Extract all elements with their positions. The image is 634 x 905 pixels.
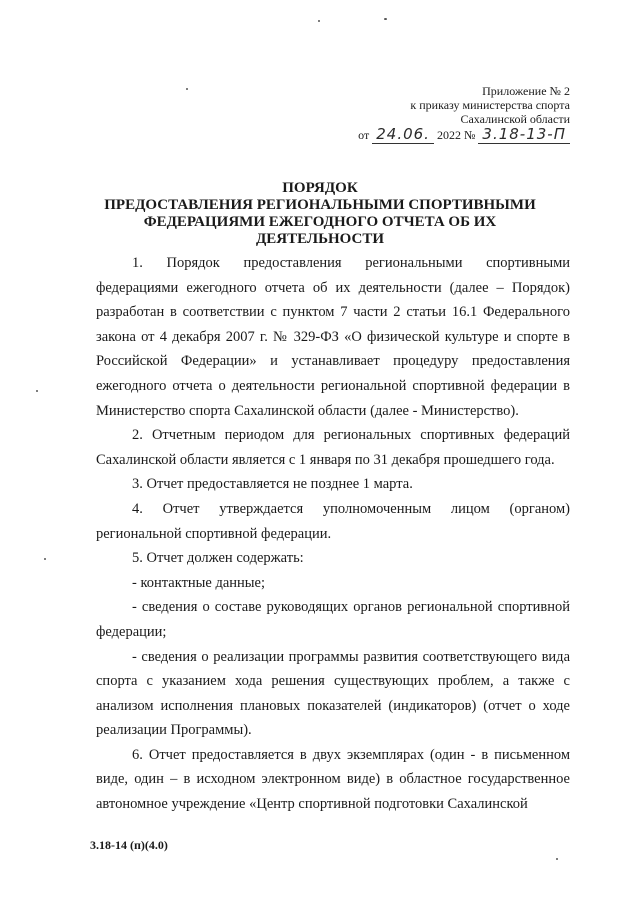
- document-title: [80, 180, 560, 248]
- handwritten-order-number: 3.18-13-П: [478, 125, 570, 144]
- year-suffix: 2022 №: [436, 128, 476, 142]
- paragraph-4: 4. Отчет утверждается уполномоченным лицом (органом) региональной спортивной федерации.: [96, 500, 570, 542]
- paragraph-5: 5. Отчет должен содержать:: [132, 550, 304, 567]
- title-line-3: ФЕДЕРАЦИЯМИ ЕЖЕГОДНОГО ОТЧЕТА ОБ ИХ ДЕЯТЕЛЬНОСТИ: [143, 214, 497, 247]
- appendix-line-2: к приказу министерства спорта: [410, 98, 570, 112]
- scan-speck: [384, 18, 387, 20]
- list-item-contacts: - контактные данные;: [132, 574, 266, 591]
- scan-speck: [556, 858, 558, 860]
- paragraph-3: 3. Отчет предоставляется не позднее 1 марта.: [132, 476, 413, 493]
- scan-speck: [186, 88, 188, 90]
- title-line-1: ПОРЯДОК: [282, 180, 358, 196]
- paragraph-1: 1. Порядок предоставления региональными спортивными федерациями ежегодного отчета об их деятельности (далее – Порядок) разработан в соответствии с пунктом 7 части 2 статьи 16.1 Федерального закона от 4 декабря 2007 г. № 329-ФЗ «О физической культуре и спорте в Российской Федерации» и устанавливает процедуру предоставления ежегодного отчета о деятельности региональной спортивной федерации в Министерство спорта Сахалинской области (далее - Министерство).: [96, 255, 570, 419]
- footer-document-code: 3.18-14 (п)(4.0): [90, 838, 168, 852]
- date-prefix: от: [358, 128, 370, 142]
- appendix-date-line: [358, 127, 570, 142]
- scan-speck: [36, 390, 38, 392]
- scan-speck: [44, 558, 46, 560]
- handwritten-date: 24.06.: [372, 125, 434, 144]
- appendix-line-1: Приложение № 2: [482, 84, 570, 98]
- appendix-header: [358, 84, 570, 142]
- scan-speck: [318, 20, 320, 22]
- paragraph-2: 2. Отчетным периодом для региональных спортивных федераций Сахалинской области является с 1 января по 31 декабря прошедшего года.: [96, 427, 570, 468]
- list-item-governing-bodies: - сведения о составе руководящих органов региональной спортивной федерации;: [96, 599, 570, 640]
- appendix-line-3: Сахалинской области: [460, 112, 570, 126]
- document-body: [96, 251, 570, 817]
- list-item-program-report: - сведения о реализации программы развития соответствующего вида спорта с указанием хода решения существующих проблем, а также с анализом исполнения плановых показателей (индикаторов) (отчет о ходе реализации Программы).: [96, 648, 570, 739]
- paragraph-6: 6. Отчет предоставляется в двух экземплярах (один - в письменном виде, один – в исходном электронном виде) в областное государственное автономное учреждение «Центр спортивной подготовки Сахалинской: [96, 746, 570, 813]
- title-line-2: ПРЕДОСТАВЛЕНИЯ РЕГИОНАЛЬНЫМИ СПОРТИВНЫМИ: [104, 197, 536, 213]
